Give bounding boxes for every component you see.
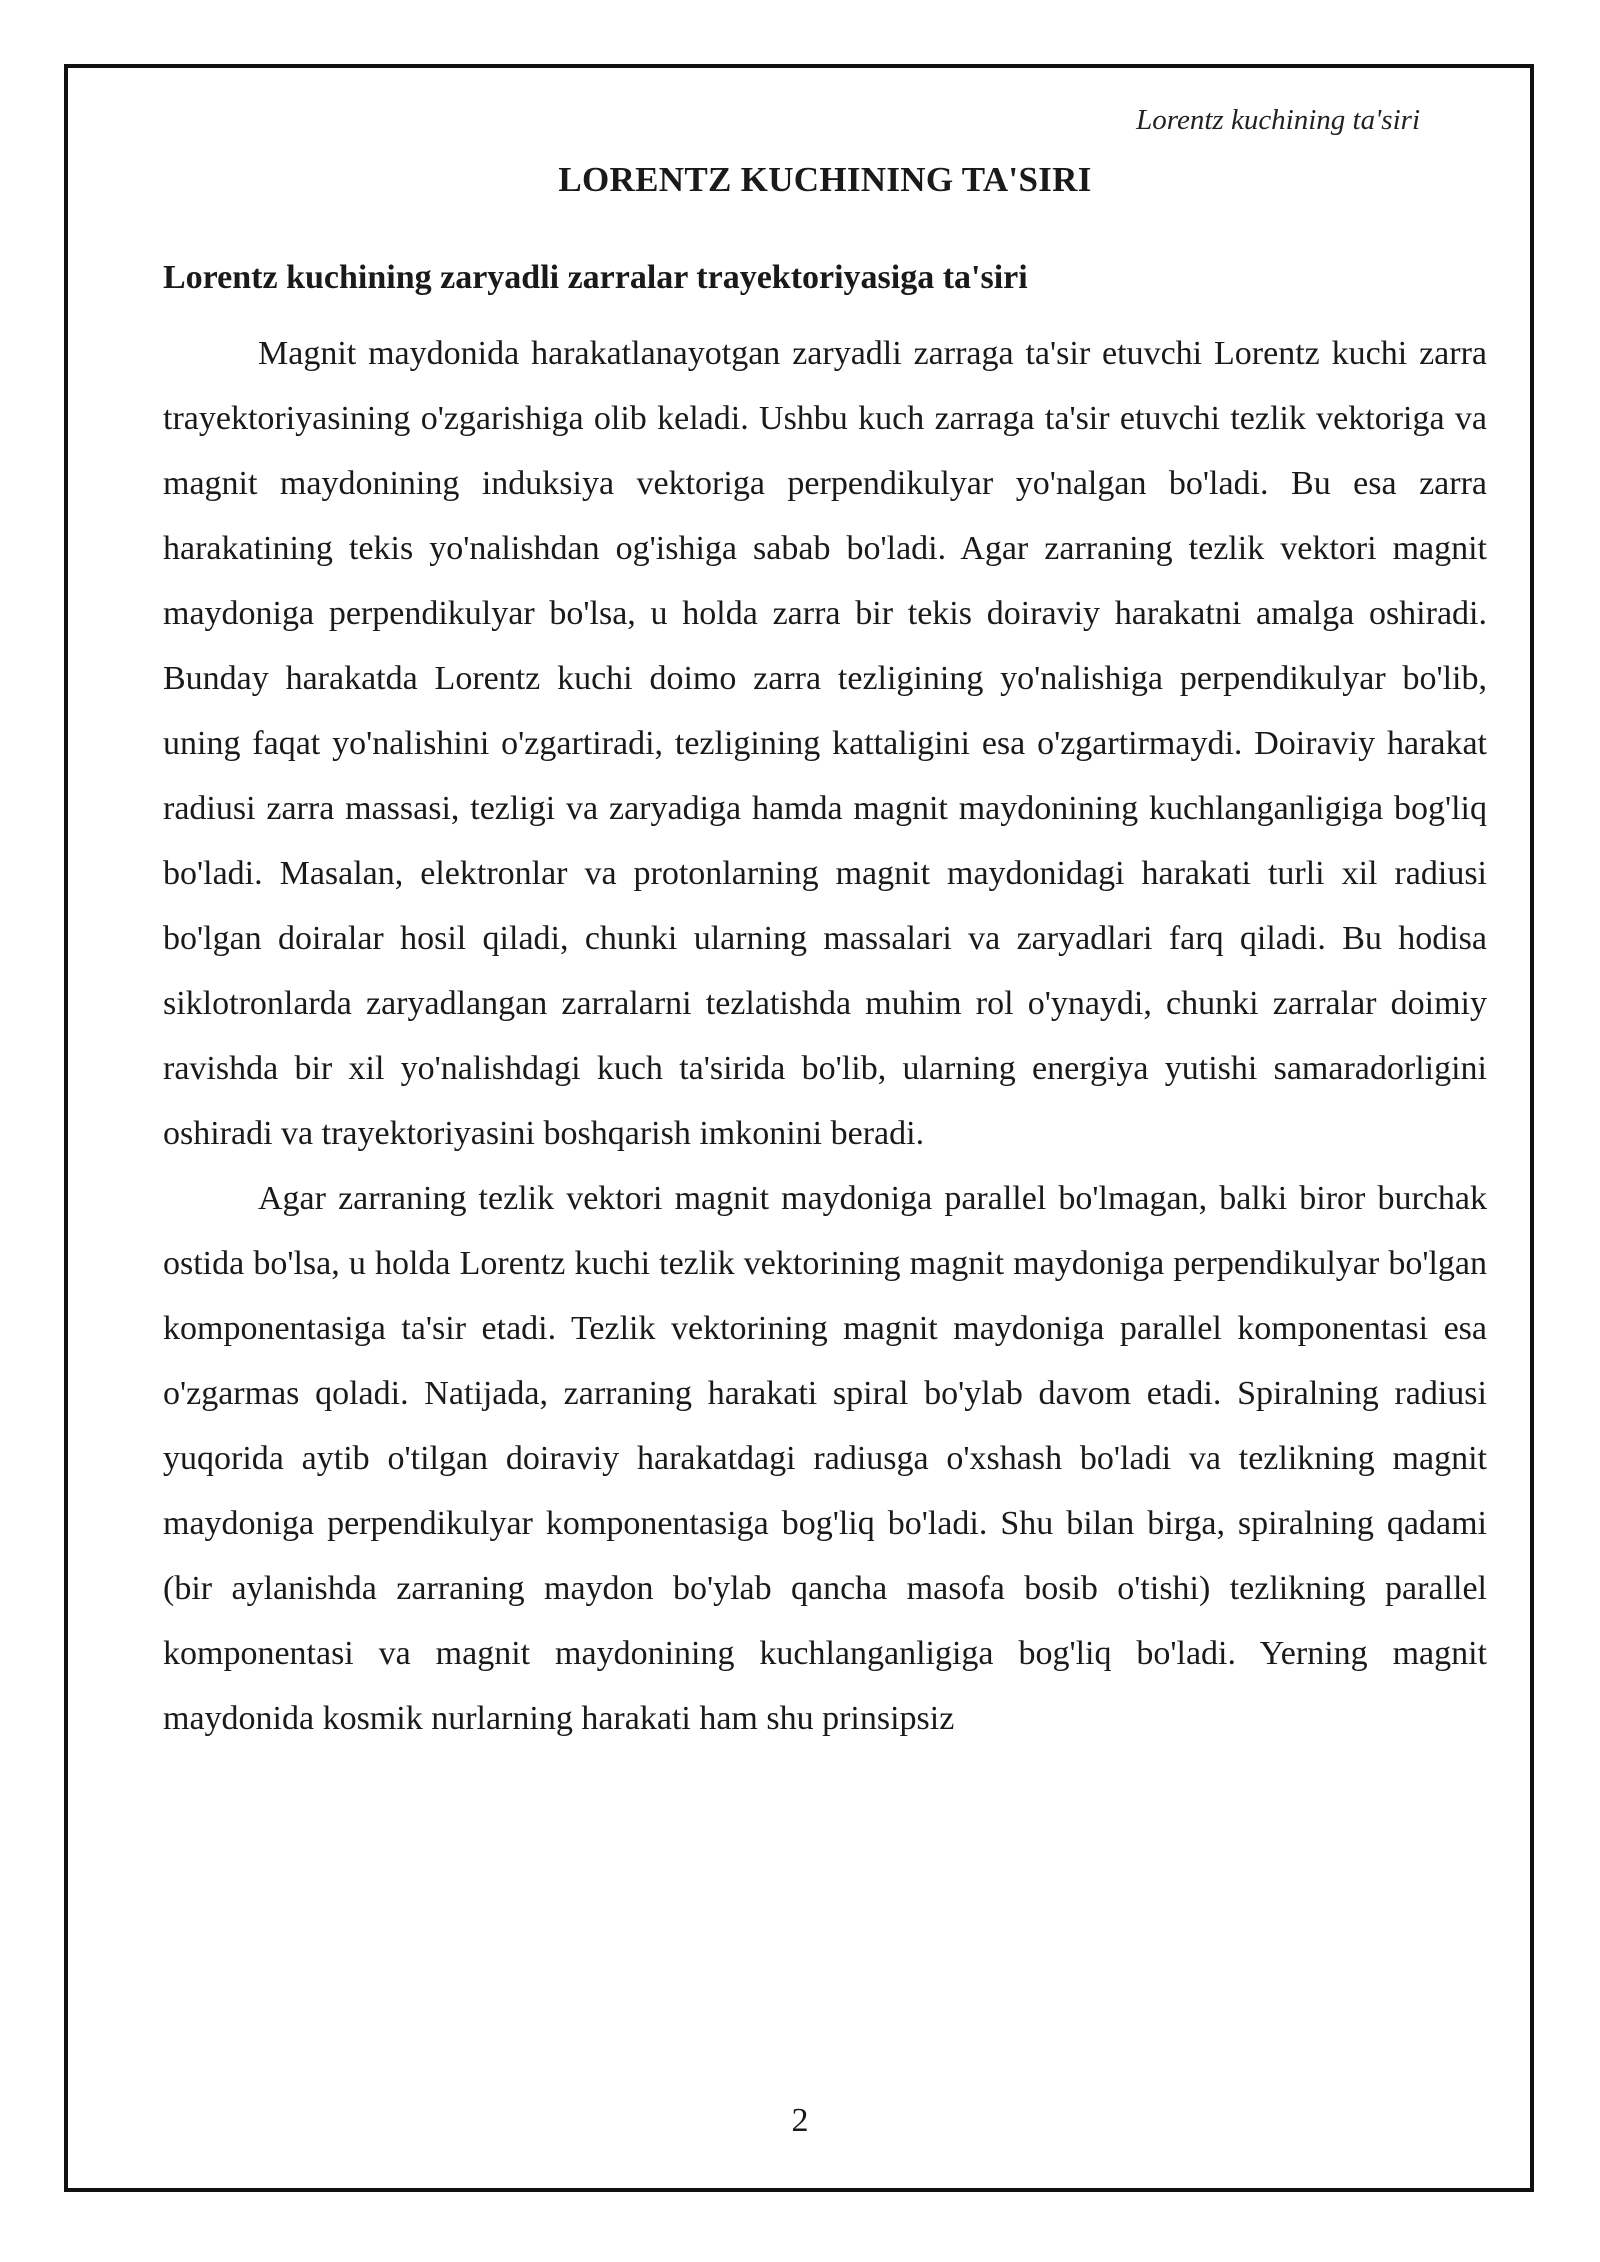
page-content — [163, 160, 1487, 1751]
paragraph-1: Magnit maydonida harakatlanayotgan zaryadli zarraga ta'sir etuvchi Lorentz kuchi zarra trayektoriyasining o'zgarishiga olib keladi. Ushbu kuch zarraga ta'sir etuvchi tezlik vektoriga va magnit maydonining induksiya vektoriga perpendikulyar yo'nalgan bo'ladi. Bu esa zarra harakatining tekis yo'nalishdan og'ishiga sabab bo'ladi. Agar zarraning tezlik vektori magnit maydoniga perpendikulyar bo'lsa, u holda zarra bir tekis doiraviy harakatni amalga oshiradi. Bunday harakatda Lorentz kuchi doimo zarra tezligining yo'nalishiga perpendikulyar bo'lib, uning faqat yo'nalishini o'zgartiradi, tezligining kattaligini esa o'zgartirmaydi. Doiraviy harakat radiusi zarra massasi, tezligi va zaryadiga hamda magnit maydonining kuchlanganligiga bog'liq bo'ladi. Masalan, elektronlar va protonlarning magnit maydonidagi harakati turli xil radiusi bo'lgan doiralar hosil qiladi, chunki ularning massalari va zaryadlari farq qiladi. Bu hodisa siklotronlarda zaryadlangan zarralarni tezlatishda muhim rol o'ynaydi, chunki zarralar doimiy ravishda bir xil yo'nalishdagi kuch ta'sirida bo'lib, ularning energiya yutishi samaradorligini oshiradi va trayektoriyasini boshqarish imkonini beradi. — [163, 334, 1487, 1152]
running-header: Lorentz kuchining ta'siri — [1136, 104, 1420, 136]
page-number: 2 — [791, 2102, 809, 2139]
paragraph-2: Agar zarraning tezlik vektori magnit maydoniga parallel bo'lmagan, balki biror burchak ostida bo'lsa, u holda Lorentz kuchi tezlik vektorining magnit maydoniga perpendikulyar bo'lgan komponentasiga ta'sir etadi. Tezlik vektorining magnit maydoniga parallel komponentasi esa o'zgarmas qoladi. Natijada, zarraning harakati spiral bo'ylab davom etadi. Spiralning radiusi yuqorida aytib o'tilgan doiraviy harakatdagi radiusga o'xshash bo'ladi va tezlikning magnit maydoniga perpendikulyar komponentasiga bog'liq bo'ladi. Shu bilan birga, spiralning qadami (bir aylanishda zarraning maydon bo'ylab qancha masofa bosib o'tishi) tezlikning parallel komponentasi va magnit maydonining kuchlanganligiga bog'liq bo'ladi. Yerning magnit maydonida kosmik nurlarning harakati ham shu prinsipsiz — [163, 1179, 1487, 1737]
document-title: LORENTZ KUCHINING TA'SIRI — [558, 160, 1092, 199]
section-heading: Lorentz kuchining zaryadli zarralar trayektoriyasiga ta'siri — [163, 259, 1028, 296]
